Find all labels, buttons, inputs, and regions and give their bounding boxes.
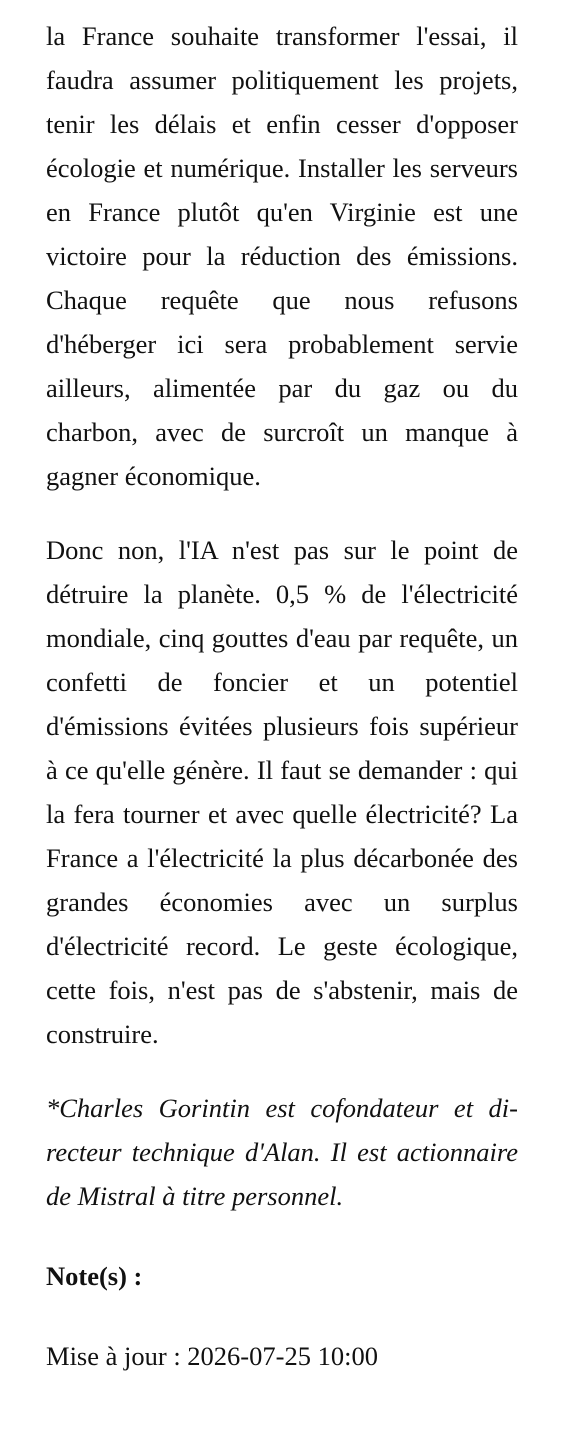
notes-heading: Note(s) : [46, 1261, 143, 1291]
article-paragraph: Donc non, l'IA n'est pas sur le point de détruire la planète. 0,5 % de l'électricité mondiale, cinq gouttes d'eau par requête, un confetti de foncier et un potentiel d'émissions évitées plusieurs fois supérieur à ce qu'elle génère. Il faut se demander : qui la fera tourner et avec quelle électricité? La France a l'électricité la plus décarbonée des grandes économies avec un surplus d'électricité record. Le geste écologique, cette fois, n'est pas de s'abstenir, mais de construire. [46, 535, 518, 1049]
article-paragraph: la France souhaite transformer l'essai, il faudra assumer politiquement les projets, tenir les délais et enfin cesser d'opposer écologie et numérique. Installer les serveurs en France plutôt qu'en Virginie est une victoire pour la réduction des émissions. Chaque requête que nous refusons d'héberger ici sera probablement servie ailleurs, alimentée par du gaz ou du charbon, avec de surcroît un manque à gagner économique. [46, 21, 518, 491]
notes-section [46, 1254, 518, 1378]
author-bio: *Charles Gorintin est cofondateur et directeur technique d'Alan. Il est actionnaire de Mistral à titre personnel. [46, 1093, 518, 1211]
update-timestamp: Mise à jour : 2026-07-25 10:00 [46, 1341, 378, 1371]
